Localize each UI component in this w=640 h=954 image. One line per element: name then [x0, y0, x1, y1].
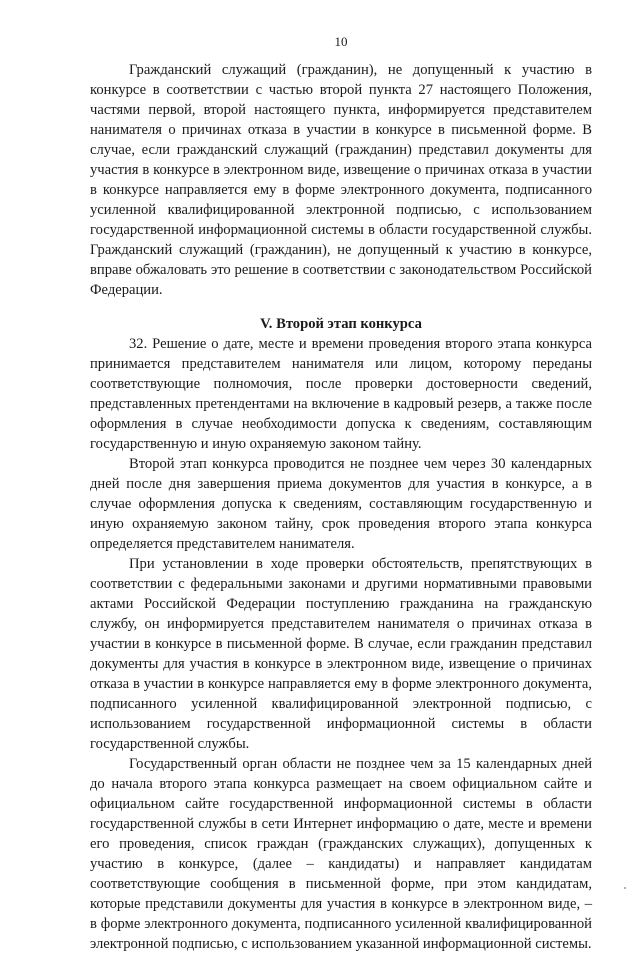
section-title: V. Второй этап конкурса — [260, 316, 422, 332]
paragraph-second-stage-timing: Второй этап конкурса проводится не позднее чем через 30 календарных дней после дня завершения приема документов для участия в конкурсе, а в случае оформления допуска к сведениям, составляющим государственную и иную охраняемую законом тайну, срок проведения второго этапа конкурса определяется представителем нанимателя. — [90, 456, 592, 552]
margin-dot — [624, 887, 626, 889]
paragraph-publication-notice: Государственный орган области не позднее чем за 15 календарных дней до начала второго этапа конкурса размещает на своем официальном сайте и официальном сайте государственной информационной системы в области государственной службы в сети Интернет информацию о дате, месте и времени его проведения, список граждан (гражданских служащих), допущенных к участию в конкурсе, (далее – кандидаты) и направляет кандидатам соответствующие сообщения в письменной форме, при этом кандидатам, которые представили документы для участия в конкурсе в электронном виде, – в форме электронного документа, подписанного усиленной квалифицированной электронной подписью, с использованием указанной информационной системы. — [90, 756, 592, 952]
page-number: 10 — [334, 34, 348, 49]
paragraph-32-decision: 32. Решение о дате, месте и времени проведения второго этапа конкурса принимается представителем нанимателя или лицом, которому переданы соответствующие полномочия, после проверки достоверности сведений, представленных претендентами на включение в кадровый резерв, а также после оформления в случае необходимости допуска к сведениям, составляющим государственную и иную охраняемую законом тайну. — [90, 336, 592, 452]
paragraph-refusal-notice: При установлении в ходе проверки обстоятельств, препятствующих в соответствии с федеральными законами и другими нормативными правовыми актами Российской Федерации поступлению гражданина на гражданскую службу, он информируется представителем нанимателя о причинах отказа в участии в конкурсе в письменной форме. В случае, если гражданин представил документы для участия в конкурсе в электронном виде, извещение о причинах отказа в участии в конкурсе направляется ему в форме электронного документа, подписанного усиленной квалифицированной электронной подписью, с использованием государственной информационной системы в области государственной службы. — [90, 556, 592, 752]
paragraph-not-admitted: Гражданский служащий (гражданин), не допущенный к участию в конкурсе в соответствии с частью второй пункта 27 настоящего Положения, частями первой, второй настоящего пункта, информируется представителем нанимателя о причинах отказа в участии в конкурсе в письменной форме. В случае, если гражданский служащий (гражданин) представил документы для участия в конкурсе в электронном виде, извещение о причинах отказа в участии в конкурсе направляется ему в форме электронного документа, подписанного усиленной квалифицированной электронной подписью, с использованием государственной информационной системы в области государственной службы. Гражданский служащий (гражданин), не допущенный к участию в конкурсе, вправе обжаловать это решение в соответствии с законодательством Российской Федерации. — [90, 62, 592, 298]
